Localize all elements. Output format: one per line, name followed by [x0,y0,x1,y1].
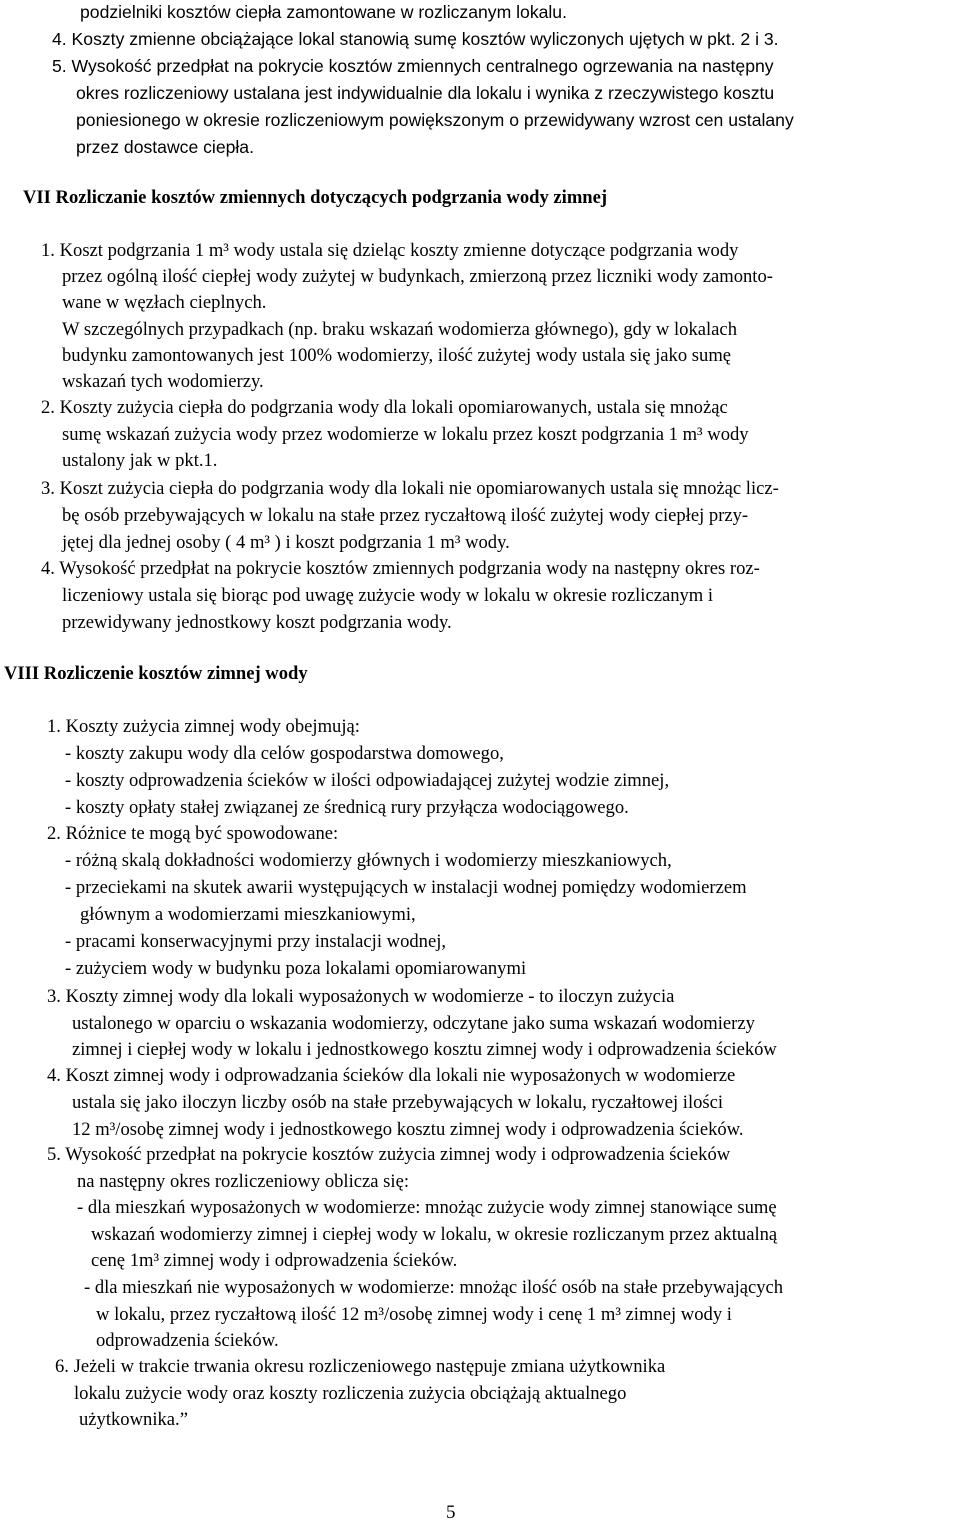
text-line: - koszty zakupu wody dla celów gospodarstwa domowego, [65,743,504,764]
list-item: 5. Wysokość przedpłat na pokrycie kosztów zmiennych centralnego ogrzewania na następny [52,56,774,76]
list-item: 6. Jeżeli w trakcie trwania okresu rozliczeniowego następuje zmiana użytkownika [55,1356,666,1377]
text-line: w lokalu, przez ryczałtową ilość 12 m³/osobę zimnej wody i cenę 1 m³ zimnej wody i [96,1304,732,1325]
text-line: przez ogólną ilość ciepłej wody zużytej w budynkach, zmierzoną przez liczniki wody zamonto- [62,266,773,287]
text-line: - różną skalą dokładności wodomierzy głównych i wodomierzy mieszkaniowych, [65,850,672,871]
text-line: przewidywany jednostkowy koszt podgrzania wody. [62,612,452,633]
text-line: - zużyciem wody w budynku poza lokalami opomiarowanymi [65,958,527,979]
list-item: 4. Wysokość przedpłat na pokrycie kosztów zmiennych podgrzania wody na następny okres roz- [41,558,760,579]
list-item: 4. Koszty zmienne obciążające lokal stanowią sumę kosztów wyliczonych ujętych w pkt. 2 i 3. [52,29,779,49]
list-item: 1. Koszty zużycia zimnej wody obejmują: [47,716,360,737]
text-line: budynku zamontowanych jest 100% wodomierzy, ilość zużytej wody ustala się jako sumę [62,345,732,366]
text-line: wskazań tych wodomierzy. [62,371,264,392]
text-line: wskazań wodomierzy zimnej i ciepłej wody w lokalu, w okresie rozliczanym przez aktualną [91,1224,778,1245]
text-line: okres rozliczeniowy ustalana jest indywidualnie dla lokalu i wynika z rzeczywistego kosztu [76,83,775,103]
text-line: 12 m³/osobę zimnej wody i jednostkowego kosztu zimnej wody i odprowadzenia ścieków. [72,1119,744,1140]
text-line: sumę wskazań zużycia wody przez wodomierze w lokalu przez koszt podgrzania 1 m³ wody [62,424,749,445]
list-item: 2. Różnice te mogą być spowodowane: [47,823,339,844]
text-line: na następny okres rozliczeniowy oblicza się: [77,1171,409,1192]
section-heading: VIII Rozliczenie kosztów zimnej wody [4,663,308,684]
text-line: - przeciekami na skutek awarii występujących w instalacji wodnej pomiędzy wodomierzem [65,877,747,898]
text-line: W szczególnych przypadkach (np. braku wskazań wodomierza głównego), gdy w lokalach [62,319,737,340]
text-line: jętej dla jednej osoby ( 4 m³ ) i koszt podgrzania 1 m³ wody. [62,532,510,553]
text-line: odprowadzenia ścieków. [96,1330,279,1351]
text-line: wane w węzłach cieplnych. [62,292,267,313]
text-line: ustalonego w oparciu o wskazania wodomierzy, odczytane jako suma wskazań wodomierzy [72,1013,755,1034]
list-item: 4. Koszt zimnej wody i odprowadzania ścieków dla lokali nie wyposażonych w wodomierze [47,1065,736,1086]
text-line: poniesionego w okresie rozliczeniowym powiększonym o przewidywany wzrost cen ustalany [76,110,794,130]
text-line: przez dostawce ciepła. [76,137,254,157]
text-line: - dla mieszkań wyposażonych w wodomierze: mnożąc zużycie wody zimnej stanowiące sumę [77,1197,777,1218]
text-line: cenę 1m³ zimnej wody i odprowadzenia ścieków. [91,1250,458,1271]
list-item: 3. Koszty zimnej wody dla lokali wyposażonych w wodomierze - to iloczyn zużycia [47,986,675,1007]
list-item: 5. Wysokość przedpłat na pokrycie kosztów zużycia zimnej wody i odprowadzenia ścieków [47,1144,731,1165]
text-line: lokalu zużycie wody oraz koszty rozliczenia zużycia obciążają aktualnego [74,1383,627,1404]
text-line: podzielniki kosztów ciepła zamontowane w rozliczanym lokalu. [80,2,567,22]
text-line: liczeniowy ustala się biorąc pod uwagę zużycie wody w lokalu w okresie rozliczanym i [62,585,714,606]
list-item: 3. Koszt zużycia ciepła do podgrzania wody dla lokali nie opomiarowanych ustala się mnożąc licz- [41,478,779,499]
list-item: 2. Koszty zużycia ciepła do podgrzania wody dla lokali opomiarowanych, ustala się mnożąc [41,397,728,418]
text-line: bę osób przebywających w lokalu na stałe przez ryczałtową ilość zużytej wody ciepłej przy- [62,505,749,526]
text-line: zimnej i ciepłej wody w lokalu i jednostkowego kosztu zimnej wody i odprowadzenia ścieków [72,1039,777,1060]
text-line: użytkownika.” [79,1409,188,1430]
text-line: głównym a wodomierzami mieszkaniowymi, [80,904,416,925]
text-line: - dla mieszkań nie wyposażonych w wodomierze: mnożąc ilość osób na stałe przebywających [84,1277,784,1298]
text-line: - pracami konserwacyjnymi przy instalacji wodnej, [65,931,447,952]
list-item: 1. Koszt podgrzania 1 m³ wody ustala się dzieląc koszty zmienne dotyczące podgrzania wody [41,240,739,261]
text-line: - koszty opłaty stałej związanej ze średnicą rury przyłącza wodociągowego. [65,797,629,818]
section-heading: VII Rozliczanie kosztów zmiennych dotyczących podgrzania wody zimnej [23,187,608,208]
text-line: - koszty odprowadzenia ścieków w ilości odpowiadającej zużytej wodzie zimnej, [65,770,670,791]
text-line: ustalony jak w pkt.1. [62,450,218,471]
page-number: 5 [446,1502,456,1523]
text-line: ustala się jako iloczyn liczby osób na stałe przebywających w lokalu, ryczałtowej ilości [72,1092,724,1113]
